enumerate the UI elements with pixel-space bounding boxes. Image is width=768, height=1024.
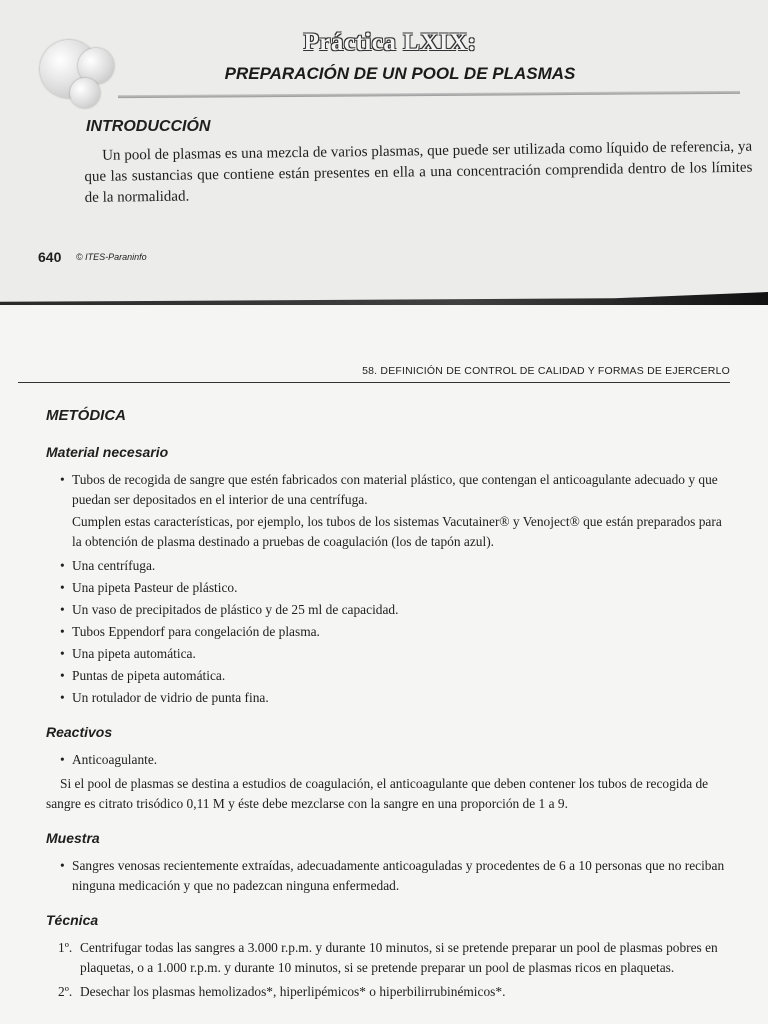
reactivos-heading: Reactivos	[46, 724, 113, 740]
practica-title: Práctica LXIX:	[303, 29, 477, 56]
step-item	[58, 982, 726, 1002]
current-page	[0, 306, 768, 1024]
metodica-heading: METÓDICA	[46, 407, 126, 424]
material-continuation: Cumplen estas características, por ejemplo, los tubos de los sistemas Vacutainer® y Venoject® que están preparados para la obtención de plasma destinado a pruebas de coagulación (los de tapón azul).	[72, 514, 722, 549]
page-footer	[0, 246, 768, 276]
page-edge-shadow	[0, 292, 768, 305]
list-item: • Una pipeta Pasteur de plástico.	[60, 578, 726, 598]
step-number: 2º.	[58, 984, 73, 999]
page-content	[46, 406, 726, 1016]
muestra-section	[46, 828, 726, 896]
tecnica-section	[46, 910, 726, 1002]
practica-subtitle: PREPARACIÓN DE UN POOL DE PLASMAS	[224, 64, 576, 83]
previous-page	[0, 0, 768, 305]
list-item: • Un rotulador de vidrio de punta fina.	[60, 688, 726, 708]
list-item: • Una centrífuga.	[60, 556, 726, 576]
muestra-list	[46, 856, 726, 896]
reactivos-text: Si el pool de plasmas se destina a estudios de coagulación, el anticoagulante que deben contener los tubos de recogida de sangre es citrato trisódico 0,11 M y éste debe mezclarse con la sangre en una proporción de 1 a 9.	[46, 776, 709, 811]
step-item	[58, 938, 726, 978]
intro-text: Un pool de plasmas es una mezcla de varios plasmas, que puede ser utilizada como líquido de referencia, ya que las sustancias que contiene están presentes en ella a una concentración comprendida dentro de los límites de la normalidad.	[84, 138, 753, 206]
list-item: • Una pipeta automática.	[60, 644, 726, 664]
copyright-text: © ITES-Paraninfo	[76, 252, 147, 262]
reactivos-section	[46, 722, 726, 814]
material-heading: Material necesario	[46, 444, 169, 460]
intro-heading: INTRODUCCIÓN	[86, 118, 211, 135]
muestra-heading: Muestra	[46, 830, 100, 846]
step-text: Centrifugar todas las sangres a 3.000 r.p.m. y durante 10 minutos, si se pretende preparar un pool de plasmas pobres en plaquetas, o a 1.000 r.p.m. y durante 10 minutos, si se pretende preparar un pool de plasmas ricos en plaquetas.	[80, 940, 718, 975]
tecnica-heading: Técnica	[46, 912, 99, 928]
list-item: • Tubos de recogida de sangre que estén fabricados con material plástico, que contengan el anticoagulante adecuado y que puedan ser depositados en el interior de una centrífuga.	[60, 470, 726, 510]
tecnica-steps	[46, 938, 726, 1002]
list-item: • Tubos Eppendorf para congelación de plasma.	[60, 622, 726, 642]
running-head: 58. DEFINICIÓN DE CONTROL DE CALIDAD Y FORMAS DE EJERCERLO	[362, 365, 730, 377]
page-number: 640	[38, 249, 62, 265]
intro-paragraph	[84, 137, 753, 209]
reactivos-list	[46, 750, 726, 770]
step-text: Desechar los plasmas hemolizados*, hiperlipémicos* o hiperbilirrubinémicos*.	[80, 984, 506, 999]
list-item: • Sangres venosas recientemente extraídas, adecuadamente anticoaguladas y procedentes de 6 a 10 personas que no reciban ninguna medicación y que no padezcan ninguna enfermedad.	[60, 856, 726, 896]
spheres-logo-icon	[40, 34, 130, 114]
title-rule	[118, 91, 740, 98]
list-item: • Puntas de pipeta automática.	[60, 666, 726, 686]
step-number: 1º.	[58, 940, 73, 955]
material-section	[46, 442, 726, 708]
list-item: • Anticoagulante.	[60, 750, 726, 770]
list-item: • Un vaso de precipitados de plástico y de 25 ml de capacidad.	[60, 600, 726, 620]
header-rule	[18, 382, 730, 383]
material-list-first	[46, 470, 726, 510]
material-list	[46, 556, 726, 708]
